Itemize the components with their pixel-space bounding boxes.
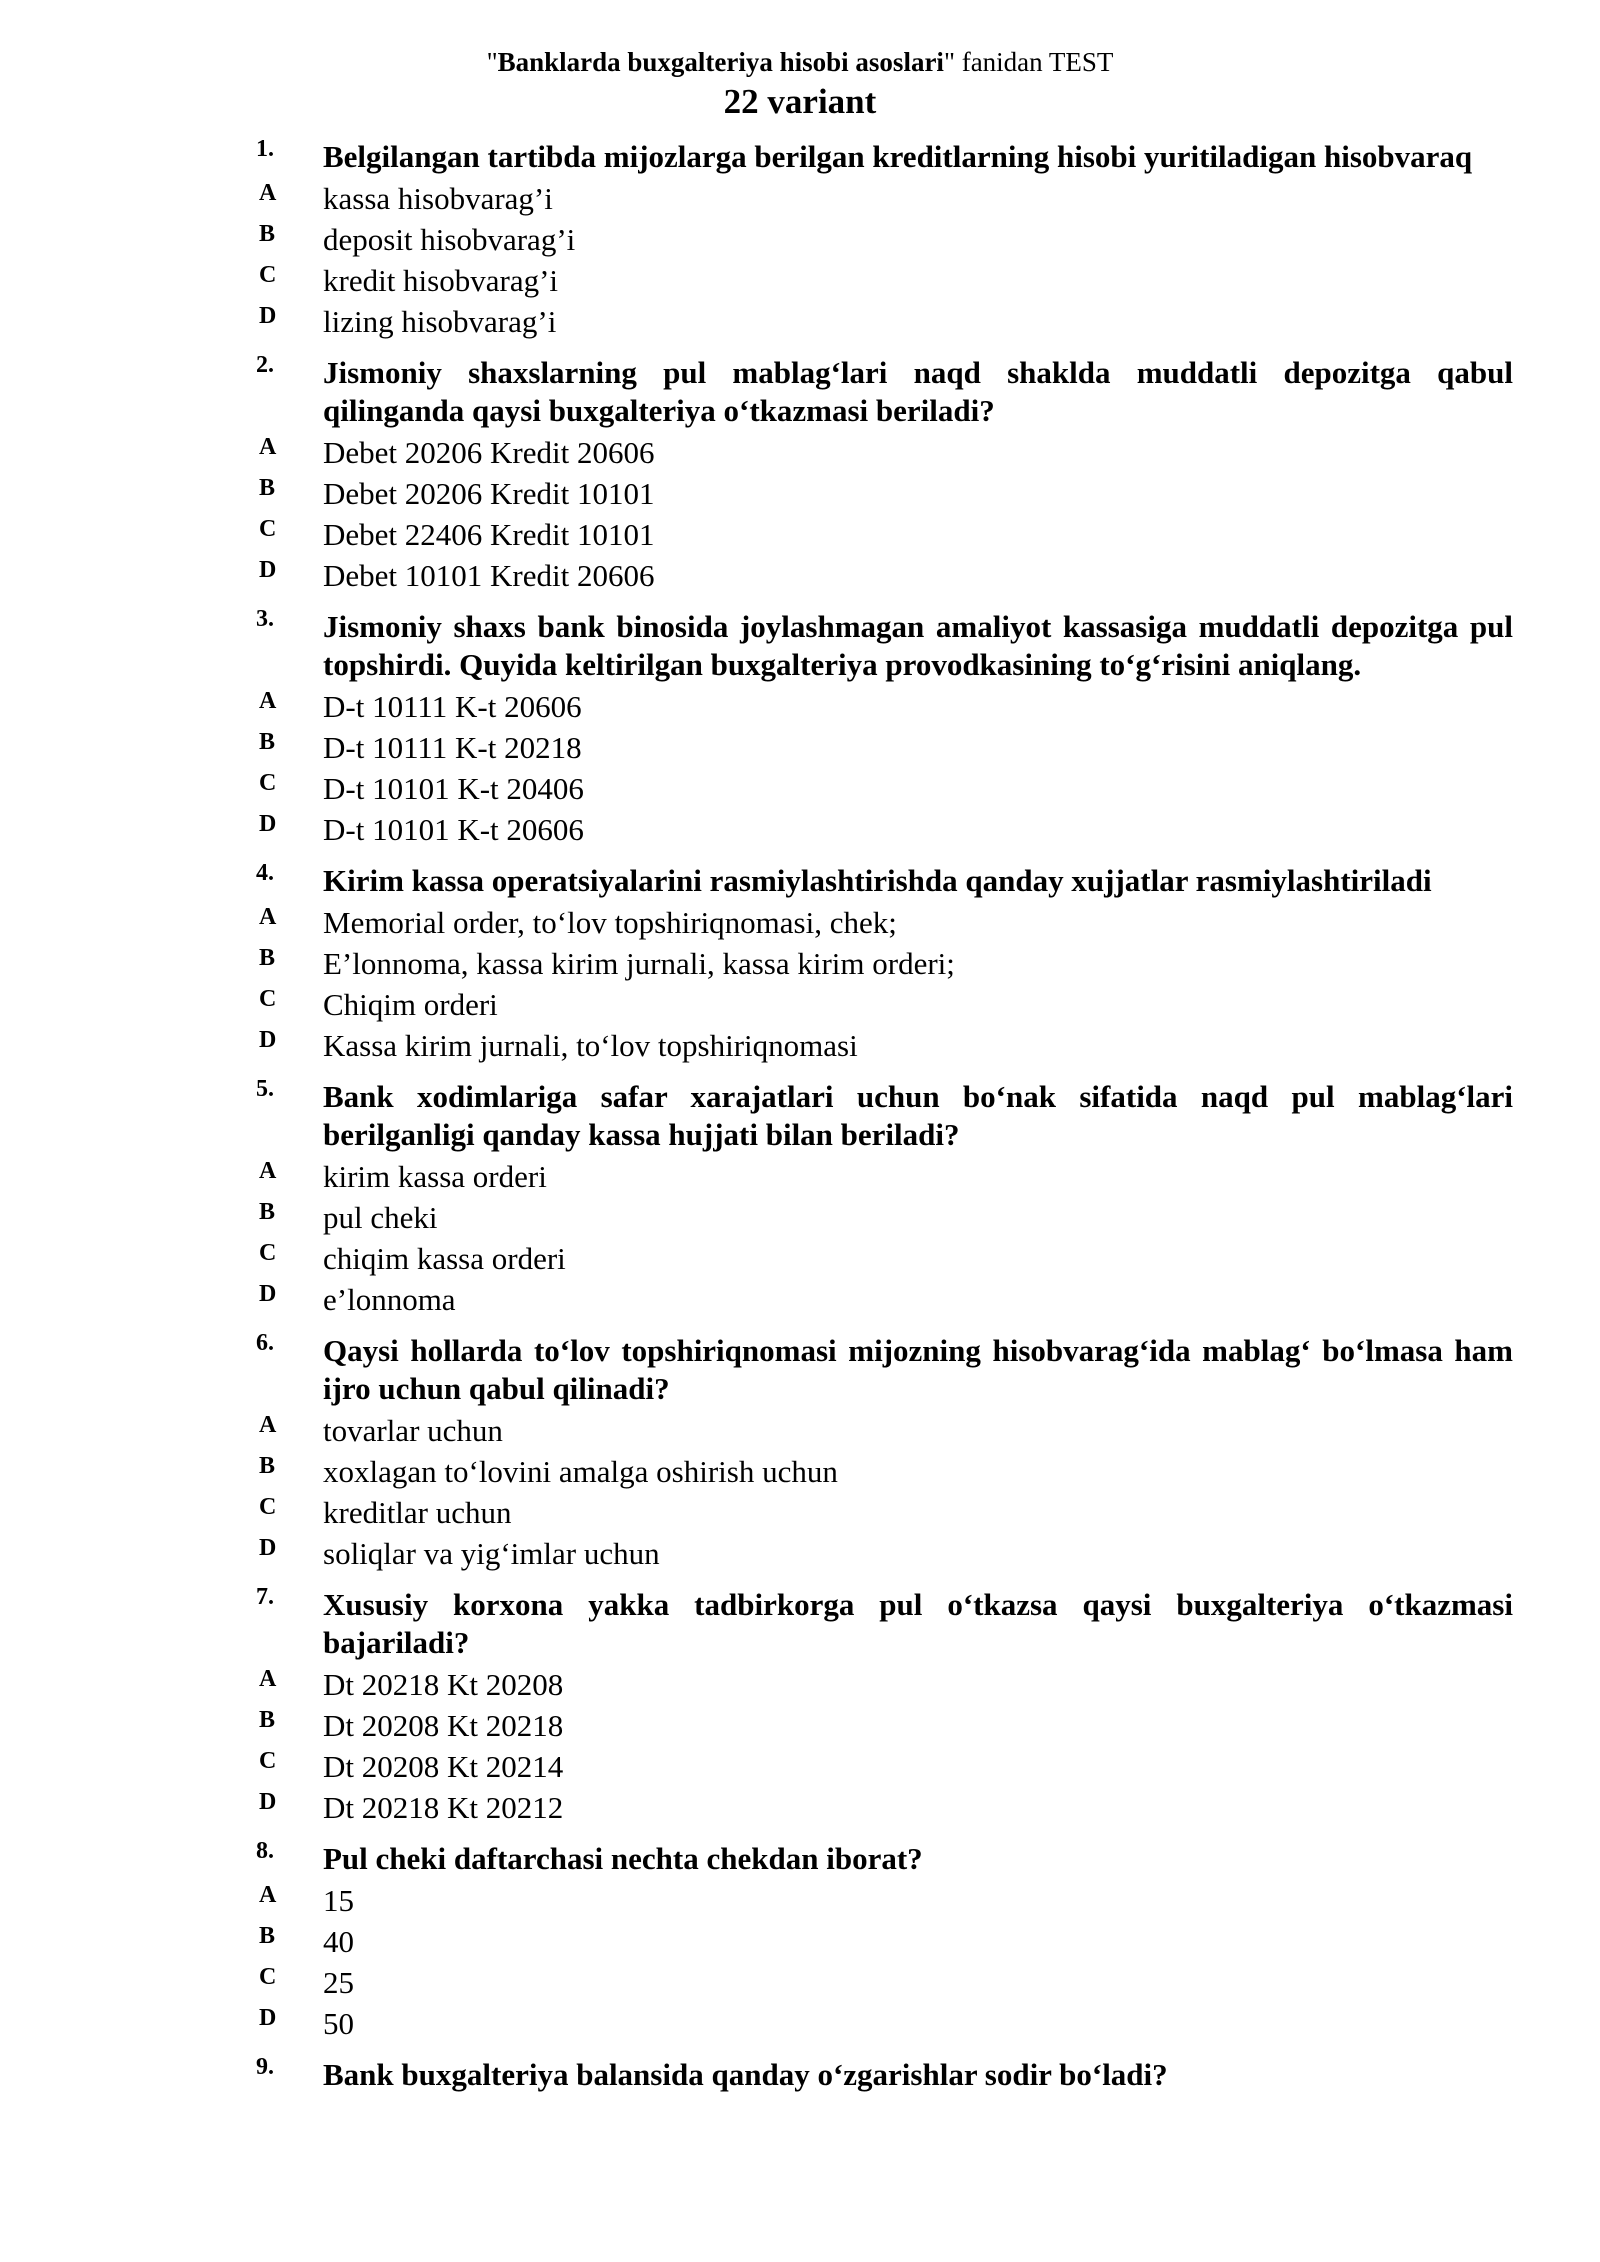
option-text: Dt 20208 Kt 20218 [323, 1708, 564, 1743]
option-letter: A [259, 688, 277, 714]
answer-option [0, 176, 1600, 217]
answer-option [0, 1236, 1600, 1277]
quote-open: " [486, 47, 498, 77]
question-number: 5. [256, 1076, 274, 1102]
option-text: kirim kassa orderi [323, 1159, 547, 1194]
answer-option [0, 1703, 1600, 1744]
option-text: Debet 22406 Kredit 10101 [323, 517, 655, 552]
option-text: kredit hisobvarag’i [323, 263, 559, 298]
option-letter: D [259, 1027, 277, 1053]
answer-option [0, 217, 1600, 258]
option-text: Dt 20208 Kt 20214 [323, 1749, 564, 1784]
option-letter: A [259, 1666, 277, 1692]
option-text: pul cheki [323, 1200, 438, 1235]
option-text: soliqlar va yig‘imlar uchun [323, 1536, 660, 1571]
option-text: Debet 20206 Kredit 20606 [323, 435, 655, 470]
option-text: Dt 20218 Kt 20208 [323, 1667, 564, 1702]
variant-title: 22 variant [723, 82, 877, 121]
option-letter: D [259, 1535, 277, 1561]
option-text: D-t 10111 K-t 20218 [323, 730, 582, 765]
answer-option [0, 1662, 1600, 1703]
option-letter: D [259, 2005, 277, 2031]
option-letter: A [259, 1412, 277, 1438]
option-letter: B [259, 1707, 276, 1733]
question-number: 8. [256, 1838, 274, 1864]
question-block [0, 2048, 1600, 2094]
answer-option [0, 299, 1600, 340]
question-text: Jismoniy shaxslarning pul mablag‘lari naqd shaklda muddatli depozitga qabul qilinganda qaysi buxgalteriya o‘tkazmasi beriladi? [323, 355, 1513, 428]
option-letter: A [259, 904, 277, 930]
answer-option [0, 684, 1600, 725]
question-block [0, 854, 1600, 1064]
option-letter: D [259, 303, 277, 329]
question-text: Bank buxgalteriya balansida qanday o‘zgarishlar sodir bo‘ladi? [323, 2057, 1168, 2092]
option-text: Debet 10101 Kredit 20606 [323, 558, 655, 593]
question-number: 2. [256, 352, 274, 378]
question-text: Pul cheki daftarchasi nechta chekdan iborat? [323, 1841, 923, 1876]
answer-option [0, 1195, 1600, 1236]
question-text: Qaysi hollarda to‘lov topshiriqnomasi mijozning hisobvarag‘ida mablag‘ bo‘lmasa ham ijro uchun qabul qilinadi? [323, 1333, 1513, 1406]
option-text: deposit hisobvarag’i [323, 222, 576, 257]
answer-option [0, 1154, 1600, 1195]
answer-option [0, 807, 1600, 848]
answer-option [0, 471, 1600, 512]
option-letter: D [259, 1789, 277, 1815]
question-text: Belgilangan tartibda mijozlarga berilgan kreditlarning hisobi yuritiladigan hisobvaraq [323, 139, 1473, 174]
question-text: Bank xodimlariga safar xarajatlari uchun bo‘nak sifatida naqd pul mablag‘lari berilganligi qanday kassa hujjati bilan beriladi? [323, 1079, 1513, 1152]
question-number: 9. [256, 2054, 274, 2080]
answer-option [0, 553, 1600, 594]
answer-option [0, 1785, 1600, 1826]
option-letter: D [259, 557, 277, 583]
subject-suffix: " fanidan TEST [943, 47, 1114, 77]
option-letter: C [259, 1748, 277, 1774]
question-text: Xususiy korxona yakka tadbirkorga pul o‘tkazsa qaysi buxgalteriya o‘tkazmasi bajariladi? [323, 1587, 1513, 1660]
question-number: 4. [256, 860, 274, 886]
option-text: lizing hisobvarag’i [323, 304, 557, 339]
answer-option [0, 430, 1600, 471]
answer-option [0, 1277, 1600, 1318]
option-letter: C [259, 516, 277, 542]
option-letter: B [259, 1923, 276, 1949]
option-letter: C [259, 770, 277, 796]
question-block [0, 1578, 1600, 1826]
option-letter: C [259, 262, 277, 288]
answer-option [0, 1744, 1600, 1785]
option-text: Debet 20206 Kredit 10101 [323, 476, 655, 511]
question-list [0, 130, 1600, 2100]
question-block [0, 1324, 1600, 1572]
question-block [0, 1070, 1600, 1318]
option-letter: B [259, 729, 276, 755]
option-text: chiqim kassa orderi [323, 1241, 566, 1276]
option-text: 25 [323, 1965, 354, 2000]
answer-option [0, 725, 1600, 766]
answer-option [0, 1878, 1600, 1919]
option-letter: D [259, 811, 277, 837]
option-text: D-t 10111 K-t 20606 [323, 689, 582, 724]
question-number: 1. [256, 136, 274, 162]
option-text: Dt 20218 Kt 20212 [323, 1790, 564, 1825]
answer-option [0, 1408, 1600, 1449]
option-letter: B [259, 1199, 276, 1225]
option-letter: A [259, 1158, 277, 1184]
option-text: E’lonnoma, kassa kirim jurnali, kassa kirim orderi; [323, 946, 955, 981]
option-text: D-t 10101 K-t 20406 [323, 771, 584, 806]
answer-option [0, 1490, 1600, 1531]
answer-option [0, 1531, 1600, 1572]
option-text: Chiqim orderi [323, 987, 498, 1022]
question-text: Jismoniy shaxs bank binosida joylashmagan amaliyot kassasiga muddatli depozitga pul topshirdi. Quyida keltirilgan buxgalteriya provodkasining to‘g‘risini aniqlang. [323, 609, 1513, 682]
option-text: Memorial order, to‘lov topshiriqnomasi, chek; [323, 905, 897, 940]
answer-option [0, 1449, 1600, 1490]
option-letter: B [259, 475, 276, 501]
question-text: Kirim kassa operatsiyalarini rasmiylashtirishda qanday xujjatlar rasmiylashtiriladi [323, 863, 1432, 898]
option-text: D-t 10101 K-t 20606 [323, 812, 584, 847]
answer-option [0, 941, 1600, 982]
option-text: 50 [323, 2006, 354, 2041]
answer-option [0, 512, 1600, 553]
option-letter: C [259, 1964, 277, 1990]
option-letter: B [259, 1453, 276, 1479]
subject-name: Banklarda buxgalteriya hisobi asoslari [497, 47, 944, 77]
option-text: 40 [323, 1924, 354, 1959]
question-number: 7. [256, 1584, 274, 1610]
option-text: xoxlagan to‘lovini amalga oshirish uchun [323, 1454, 838, 1489]
option-letter: A [259, 1882, 277, 1908]
option-text: tovarlar uchun [323, 1413, 503, 1448]
option-letter: D [259, 1281, 277, 1307]
question-block [0, 130, 1600, 340]
answer-option [0, 2001, 1600, 2042]
answer-option [0, 900, 1600, 941]
option-text: kreditlar uchun [323, 1495, 512, 1530]
answer-option [0, 766, 1600, 807]
document-header [0, 44, 1600, 124]
option-letter: C [259, 986, 277, 1012]
option-letter: A [259, 434, 277, 460]
option-text: 15 [323, 1883, 354, 1918]
answer-option [0, 1960, 1600, 2001]
answer-option [0, 258, 1600, 299]
option-text: Kassa kirim jurnali, to‘lov topshiriqnomasi [323, 1028, 858, 1063]
question-block [0, 1832, 1600, 2042]
option-letter: C [259, 1240, 277, 1266]
question-block [0, 600, 1600, 848]
option-letter: B [259, 945, 276, 971]
option-letter: C [259, 1494, 277, 1520]
option-text: kassa hisobvarag’i [323, 181, 553, 216]
answer-option [0, 982, 1600, 1023]
option-letter: B [259, 221, 276, 247]
option-text: e’lonnoma [323, 1282, 456, 1317]
answer-option [0, 1023, 1600, 1064]
subject-title [318, 44, 1282, 80]
answer-option [0, 1919, 1600, 1960]
question-number: 6. [256, 1330, 274, 1356]
question-block [0, 346, 1600, 594]
option-letter: A [259, 180, 277, 206]
question-number: 3. [256, 606, 274, 632]
